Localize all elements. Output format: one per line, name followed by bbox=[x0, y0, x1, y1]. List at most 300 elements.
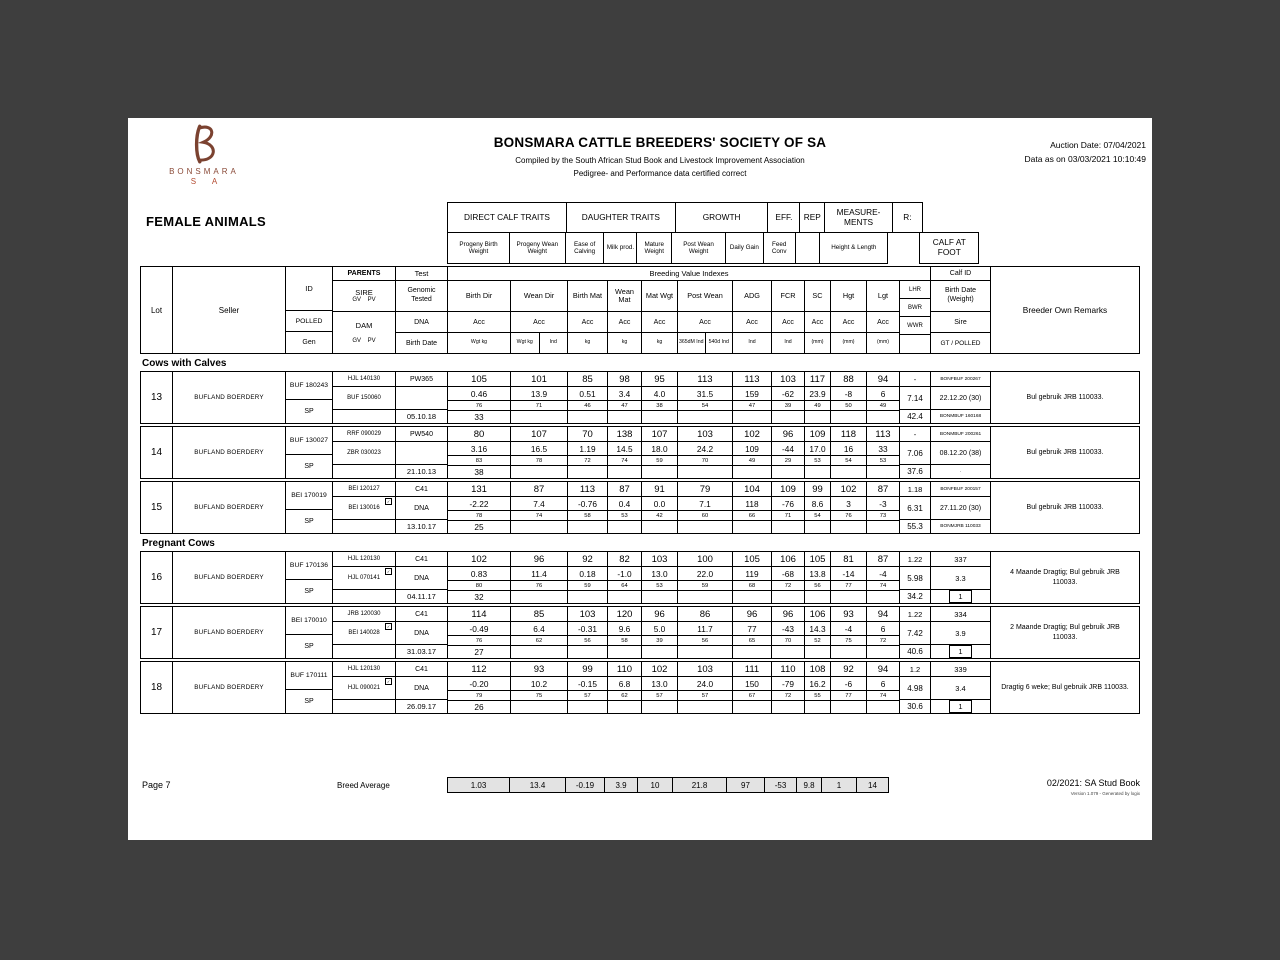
bv-value: 56 bbox=[568, 636, 607, 646]
bv-value: 99 bbox=[805, 482, 830, 497]
dam-id: HJL 090021 bbox=[333, 677, 395, 700]
bv-value: 58 bbox=[568, 511, 607, 521]
polled-status: SP bbox=[304, 643, 314, 650]
bv-value bbox=[805, 701, 830, 713]
bv-value: 13.0 bbox=[642, 677, 677, 691]
bonsmara-logo bbox=[166, 122, 242, 186]
bv-value: 0.18 bbox=[568, 567, 607, 581]
table-row bbox=[140, 551, 1140, 604]
bv-value: 38 bbox=[474, 467, 484, 477]
animal-id: BUF 130027 bbox=[286, 427, 332, 455]
sire-id: HJL 120130 bbox=[333, 662, 395, 677]
bv-value: 102 bbox=[733, 427, 771, 442]
gen-label: Gen bbox=[302, 339, 316, 346]
bv-value: 57 bbox=[642, 691, 677, 701]
bv-value: 74 bbox=[511, 511, 567, 521]
bv-value bbox=[642, 466, 677, 478]
bv-value: 24.0 bbox=[678, 677, 732, 691]
page-title: FEMALE ANIMALS bbox=[146, 214, 266, 229]
bv-value: 46 bbox=[568, 401, 607, 411]
bv-value: -0.15 bbox=[568, 677, 607, 691]
breeder-remarks: 4 Maande Dragtig; Bul gebruik JRB 110033. bbox=[1010, 569, 1120, 586]
bv-column-header bbox=[608, 281, 642, 353]
id-cell bbox=[286, 372, 333, 423]
breed-average-value: 1 bbox=[821, 777, 857, 793]
bv-value: 16.2 bbox=[805, 677, 830, 691]
bv-value: 9.6 bbox=[608, 622, 641, 636]
bv-value bbox=[568, 701, 607, 713]
bv-value bbox=[772, 591, 804, 603]
col-header-id bbox=[286, 267, 333, 353]
calf-value-3: BONMBUF 160168 bbox=[939, 414, 982, 419]
bv-value: 27 bbox=[474, 647, 484, 657]
calf-value-1: 337 bbox=[931, 552, 990, 567]
bv-value bbox=[642, 646, 677, 658]
bv-cell bbox=[448, 427, 511, 478]
sire-id: JRB 120030 bbox=[333, 607, 395, 622]
breed-average-label: Breed Average bbox=[337, 781, 390, 790]
bv-cell bbox=[805, 607, 831, 658]
calf-cell bbox=[931, 662, 991, 713]
bv-value: 72 bbox=[772, 691, 804, 701]
test-cell bbox=[396, 607, 448, 658]
bv-value: -6 bbox=[831, 677, 866, 691]
bv-value bbox=[733, 591, 771, 603]
page-number: Page 7 bbox=[142, 780, 171, 790]
bv-value bbox=[642, 701, 677, 713]
calf-value-3: . bbox=[959, 469, 962, 474]
bv-value: 109 bbox=[772, 482, 804, 497]
bv-value bbox=[608, 591, 641, 603]
seller-name: BUFLAND BOERDERY bbox=[173, 662, 286, 713]
bv-value bbox=[511, 591, 567, 603]
calf-value-2: 3.4 bbox=[931, 677, 990, 700]
acc-label: Acc bbox=[867, 312, 899, 333]
table-row bbox=[140, 661, 1140, 714]
group-daughter-traits: DAUGHTER TRAITS bbox=[566, 202, 676, 233]
bv-value: 7.1 bbox=[678, 497, 732, 511]
bv-value: 59 bbox=[568, 581, 607, 591]
bv-value bbox=[733, 701, 771, 713]
calf-value-3: 1 bbox=[949, 645, 971, 658]
dna-flag: DNA bbox=[396, 622, 447, 645]
bwr-value: 5.98 bbox=[900, 567, 930, 590]
sire-label: SIRE GV PV bbox=[333, 281, 395, 312]
bv-value: 117 bbox=[805, 372, 830, 387]
bv-value: 0.46 bbox=[448, 387, 510, 401]
id-label: ID bbox=[286, 267, 332, 311]
bv-value: 22.0 bbox=[678, 567, 732, 581]
bv-value: 80 bbox=[448, 427, 510, 442]
bv-cell bbox=[608, 482, 642, 533]
bv-values bbox=[448, 372, 900, 423]
bv-cell bbox=[733, 607, 772, 658]
bv-value: 13.0 bbox=[642, 567, 677, 581]
bv-value: 88 bbox=[831, 372, 866, 387]
polled-status: SP bbox=[304, 518, 314, 525]
bv-cell bbox=[448, 607, 511, 658]
bv-value: 4.0 bbox=[642, 387, 677, 401]
bv-value: 72 bbox=[772, 581, 804, 591]
document-subtitle-1: Compiled by the South African Stud Book and Livestock Improvement Association bbox=[515, 156, 805, 165]
seller-name: BUFLAND BOERDERY bbox=[173, 607, 286, 658]
col-header-remarks: Breeder Own Remarks bbox=[1022, 305, 1108, 315]
bv-value: 82 bbox=[608, 552, 641, 567]
auction-date: Auction Date: 07/04/2021 bbox=[1050, 140, 1146, 150]
dna-flag: DNA bbox=[396, 497, 447, 520]
bv-value: -2.22 bbox=[448, 497, 510, 511]
breeder-remarks: Bul gebruik JRB 110033. bbox=[1026, 503, 1104, 511]
section-label: Cows with Calves bbox=[142, 358, 227, 369]
section-label: Pregnant Cows bbox=[142, 538, 215, 549]
sub-feed-conv: Feed Conv bbox=[763, 232, 796, 264]
test-label: Test bbox=[396, 267, 447, 281]
bv-value: 7.4 bbox=[511, 497, 567, 511]
polled-status: SP bbox=[304, 408, 314, 415]
bv-value: 77 bbox=[733, 622, 771, 636]
bv-value: 110 bbox=[772, 662, 804, 677]
bv-value: 5.0 bbox=[642, 622, 677, 636]
id-cell bbox=[286, 607, 333, 658]
wwr-value: 42.4 bbox=[907, 412, 923, 421]
animal-id: BEI 170010 bbox=[286, 607, 332, 635]
test-type: PW540 bbox=[396, 427, 447, 442]
bv-cell bbox=[608, 427, 642, 478]
bv-value: -4 bbox=[831, 622, 866, 636]
bv-value: 26 bbox=[474, 702, 484, 712]
bv-value: 74 bbox=[867, 691, 899, 701]
table-row bbox=[140, 371, 1140, 424]
bv-value: 0.51 bbox=[568, 387, 607, 401]
bv-cell bbox=[511, 662, 568, 713]
wwr-value: 55.3 bbox=[907, 522, 923, 531]
bv-cell bbox=[831, 482, 867, 533]
bv-cell bbox=[867, 552, 900, 603]
bv-cell bbox=[511, 427, 568, 478]
group-band bbox=[447, 202, 1140, 233]
calf-value-2: 27.11.20 (30) bbox=[931, 497, 990, 520]
breeder-remarks: Dragtig 6 weke; Bul gebruik JRB 110033. bbox=[1001, 683, 1129, 691]
bv-value: 65 bbox=[733, 636, 771, 646]
bv-value: 93 bbox=[831, 607, 866, 622]
bv-value: 87 bbox=[511, 482, 567, 497]
bv-value: 60 bbox=[678, 511, 732, 521]
bv-value: 23.9 bbox=[805, 387, 830, 401]
bv-cell bbox=[867, 662, 900, 713]
bv-value: 102 bbox=[448, 552, 510, 567]
bv-column-name: ADG bbox=[733, 281, 771, 312]
bv-cell bbox=[642, 662, 678, 713]
bv-column-header bbox=[642, 281, 678, 353]
bv-value: 94 bbox=[867, 372, 899, 387]
bv-value: 92 bbox=[831, 662, 866, 677]
acc-label: Acc bbox=[448, 312, 510, 333]
bv-value: 112 bbox=[448, 662, 510, 677]
bv-cell bbox=[831, 427, 867, 478]
bv-value: 103 bbox=[678, 662, 732, 677]
dna-label: DNA bbox=[396, 312, 447, 333]
parents-cell bbox=[333, 552, 396, 603]
data-as-on: Data as on 03/03/2021 10:10:49 bbox=[1024, 153, 1146, 164]
col-header-seller: Seller bbox=[173, 267, 286, 353]
lhr-value: 1.18 bbox=[900, 482, 930, 497]
bv-value: 11.7 bbox=[678, 622, 732, 636]
bv-value: 0.83 bbox=[448, 567, 510, 581]
bv-value bbox=[831, 521, 866, 533]
animal-id: BUF 170111 bbox=[286, 662, 332, 690]
bv-value: -62 bbox=[772, 387, 804, 401]
bv-values bbox=[448, 552, 900, 603]
bv-value: 59 bbox=[642, 456, 677, 466]
bv-value: 105 bbox=[733, 552, 771, 567]
bv-cell bbox=[511, 607, 568, 658]
bv-column-name: FCR bbox=[772, 281, 804, 312]
bv-value: -0.76 bbox=[568, 497, 607, 511]
bv-cell bbox=[678, 482, 733, 533]
bv-value: 0.0 bbox=[642, 497, 677, 511]
bwr-value: 6.31 bbox=[900, 497, 930, 520]
bv-value: 70 bbox=[568, 427, 607, 442]
bv-value: 10.2 bbox=[511, 677, 567, 691]
title-block bbox=[308, 135, 1012, 178]
sub-post-wean-weight: Post Wean Weight bbox=[671, 232, 726, 264]
seller-name: BUFLAND BOERDERY bbox=[173, 552, 286, 603]
calf-sire-label: Sire bbox=[931, 312, 990, 333]
animal-id: BEI 170019 bbox=[286, 482, 332, 510]
seller-name: BUFLAND BOERDERY bbox=[173, 482, 286, 533]
bv-value bbox=[678, 646, 732, 658]
calf-value-1: BONFBUF 200157 bbox=[931, 482, 990, 497]
ratio-cell bbox=[900, 427, 931, 478]
bv-value: 75 bbox=[511, 691, 567, 701]
bv-value: 78 bbox=[448, 511, 510, 521]
bv-value: 113 bbox=[733, 372, 771, 387]
bv-cell bbox=[448, 552, 511, 603]
acc-label: Acc bbox=[642, 312, 677, 333]
bv-value: 31.5 bbox=[678, 387, 732, 401]
dam-label: DAM GV PV bbox=[352, 320, 376, 345]
ratio-cell bbox=[900, 662, 931, 713]
bv-value: 98 bbox=[608, 372, 641, 387]
gt-polled-label: GT / POLLED bbox=[940, 339, 981, 347]
subgroup-band bbox=[447, 232, 1140, 264]
bv-value: 53 bbox=[642, 581, 677, 591]
bv-value: 109 bbox=[805, 427, 830, 442]
bv-cell bbox=[772, 552, 805, 603]
bv-value bbox=[772, 646, 804, 658]
bv-value: 29 bbox=[772, 456, 804, 466]
bv-value: 76 bbox=[448, 636, 510, 646]
ratio-cell bbox=[900, 552, 931, 603]
breed-average-value: 10 bbox=[637, 777, 673, 793]
bv-value: 3.4 bbox=[608, 387, 641, 401]
bv-value bbox=[568, 466, 607, 478]
logo-sub: S A bbox=[190, 177, 225, 186]
bwr-value: 7.14 bbox=[900, 387, 930, 410]
gv-pv-label: GV PV bbox=[352, 296, 376, 303]
bv-value: 83 bbox=[448, 456, 510, 466]
bv-cell bbox=[678, 372, 733, 423]
bv-cell bbox=[805, 427, 831, 478]
bv-value bbox=[831, 466, 866, 478]
bv-value: 99 bbox=[568, 662, 607, 677]
bv-value: 109 bbox=[733, 442, 771, 456]
lhr-value: 1.2 bbox=[900, 662, 930, 677]
unit-label: Ind bbox=[784, 339, 792, 346]
unit-label: Wgt kg bbox=[470, 339, 488, 346]
bv-cell bbox=[805, 372, 831, 423]
calf-value-3: 1 bbox=[949, 700, 971, 713]
dam-id: BEI 130016 bbox=[333, 497, 395, 520]
genomic-checkbox-icon: ✓ bbox=[386, 498, 391, 504]
parents-cell bbox=[333, 372, 396, 423]
bv-cell bbox=[805, 552, 831, 603]
breed-average-value: 13.4 bbox=[509, 777, 566, 793]
bv-value: 76 bbox=[511, 581, 567, 591]
bv-value bbox=[678, 591, 732, 603]
document-page bbox=[128, 118, 1152, 840]
genomic-checkbox-icon: ✓ bbox=[386, 678, 391, 684]
sub-sc-blank bbox=[795, 232, 821, 264]
bv-cell bbox=[867, 427, 900, 478]
bv-value: 53 bbox=[608, 511, 641, 521]
bv-value: 16.5 bbox=[511, 442, 567, 456]
unit-label: Ind bbox=[539, 333, 568, 353]
bv-value: 66 bbox=[733, 511, 771, 521]
bv-cell bbox=[733, 482, 772, 533]
breeder-remarks: Bul gebruik JRB 110033. bbox=[1026, 448, 1104, 456]
group-measurements: MEASURE-MENTS bbox=[824, 202, 893, 233]
bv-value bbox=[733, 411, 771, 423]
bv-cell bbox=[608, 552, 642, 603]
page-footer bbox=[140, 777, 1140, 803]
bv-value: 118 bbox=[831, 427, 866, 442]
bv-value: 68 bbox=[733, 581, 771, 591]
bv-value bbox=[608, 466, 641, 478]
bv-value: 96 bbox=[772, 427, 804, 442]
group-eff: EFF. bbox=[767, 202, 800, 233]
bv-value: 80 bbox=[448, 581, 510, 591]
dam-id: ZBR 030023 bbox=[333, 442, 395, 465]
polled-label: POLLED bbox=[286, 311, 332, 332]
bv-value: 14.5 bbox=[608, 442, 641, 456]
date-block bbox=[1025, 139, 1146, 166]
lhr-value: - bbox=[900, 427, 930, 442]
bv-value: 79 bbox=[448, 691, 510, 701]
sub-daily-gain: Daily Gain bbox=[725, 232, 764, 264]
document-header bbox=[128, 118, 1152, 202]
bv-value: -0.20 bbox=[448, 677, 510, 691]
bv-value: 113 bbox=[867, 427, 899, 442]
bv-value: 13.8 bbox=[805, 567, 830, 581]
bv-value: 113 bbox=[678, 372, 732, 387]
bv-value bbox=[511, 646, 567, 658]
bv-column-header bbox=[448, 281, 511, 353]
genomic-checkbox-icon: ✓ bbox=[386, 568, 391, 574]
group-r: R: bbox=[892, 202, 923, 233]
bv-value: 33 bbox=[867, 442, 899, 456]
bv-value: 39 bbox=[642, 636, 677, 646]
bv-value: 103 bbox=[678, 427, 732, 442]
bv-cell bbox=[831, 607, 867, 658]
wwr-value: 34.2 bbox=[907, 592, 923, 601]
acc-label: Acc bbox=[831, 312, 866, 333]
bv-value: 8.6 bbox=[805, 497, 830, 511]
bv-value bbox=[867, 646, 899, 658]
bv-value: 6 bbox=[867, 622, 899, 636]
bv-cell bbox=[511, 552, 568, 603]
bv-value: 72 bbox=[867, 636, 899, 646]
bv-value: 24.2 bbox=[678, 442, 732, 456]
bv-value bbox=[805, 646, 830, 658]
bv-value: -14 bbox=[831, 567, 866, 581]
bv-value: 96 bbox=[642, 607, 677, 622]
bv-value: 81 bbox=[831, 552, 866, 567]
lhr-value: 1.22 bbox=[900, 607, 930, 622]
unit-label: Wgt kg bbox=[516, 339, 533, 346]
bv-value: 6.8 bbox=[608, 677, 641, 691]
sub-spacer bbox=[888, 232, 919, 264]
breed-average-value: -0.19 bbox=[565, 777, 605, 793]
sub-mature-weight: Mature Weight bbox=[636, 232, 672, 264]
unit-label: kg bbox=[584, 339, 591, 346]
bv-value: 18.0 bbox=[642, 442, 677, 456]
bv-value: 74 bbox=[867, 581, 899, 591]
bv-cell bbox=[642, 482, 678, 533]
bv-value bbox=[733, 466, 771, 478]
bv-value bbox=[608, 521, 641, 533]
bv-value: 11.4 bbox=[511, 567, 567, 581]
test-cell bbox=[396, 427, 448, 478]
wwr-value: 40.6 bbox=[907, 647, 923, 656]
test-cell bbox=[396, 482, 448, 533]
bv-column-header bbox=[772, 281, 805, 353]
breed-average-value: 14 bbox=[856, 777, 889, 793]
calf-cell bbox=[931, 552, 991, 603]
bv-value: 107 bbox=[642, 427, 677, 442]
test-type: PW365 bbox=[396, 372, 447, 387]
calf-cell bbox=[931, 607, 991, 658]
bv-value: 105 bbox=[805, 552, 830, 567]
bv-value bbox=[642, 591, 677, 603]
lhr-label: LHR bbox=[900, 281, 930, 299]
table-row bbox=[140, 606, 1140, 659]
bv-value: 107 bbox=[511, 427, 567, 442]
polled-status: SP bbox=[304, 588, 314, 595]
bv-value: 94 bbox=[867, 662, 899, 677]
bv-value: 106 bbox=[805, 607, 830, 622]
bv-cell bbox=[568, 372, 608, 423]
bv-cell bbox=[678, 427, 733, 478]
breed-average-value: 1.03 bbox=[447, 777, 510, 793]
bv-cell bbox=[642, 552, 678, 603]
sub-milk-prod: Milk prod. bbox=[603, 232, 637, 264]
bwr-value: 7.42 bbox=[900, 622, 930, 645]
lot-number: 16 bbox=[141, 552, 173, 603]
table-row bbox=[140, 481, 1140, 534]
bv-value bbox=[733, 646, 771, 658]
bv-cell bbox=[642, 607, 678, 658]
bv-value bbox=[867, 591, 899, 603]
unit-label: kg bbox=[656, 339, 663, 346]
lhr-value: - bbox=[900, 372, 930, 387]
bv-value: 150 bbox=[733, 677, 771, 691]
ratio-cell bbox=[900, 372, 931, 423]
bv-values bbox=[448, 482, 900, 533]
parents-cell bbox=[333, 427, 396, 478]
bv-value bbox=[831, 701, 866, 713]
id-cell bbox=[286, 662, 333, 713]
